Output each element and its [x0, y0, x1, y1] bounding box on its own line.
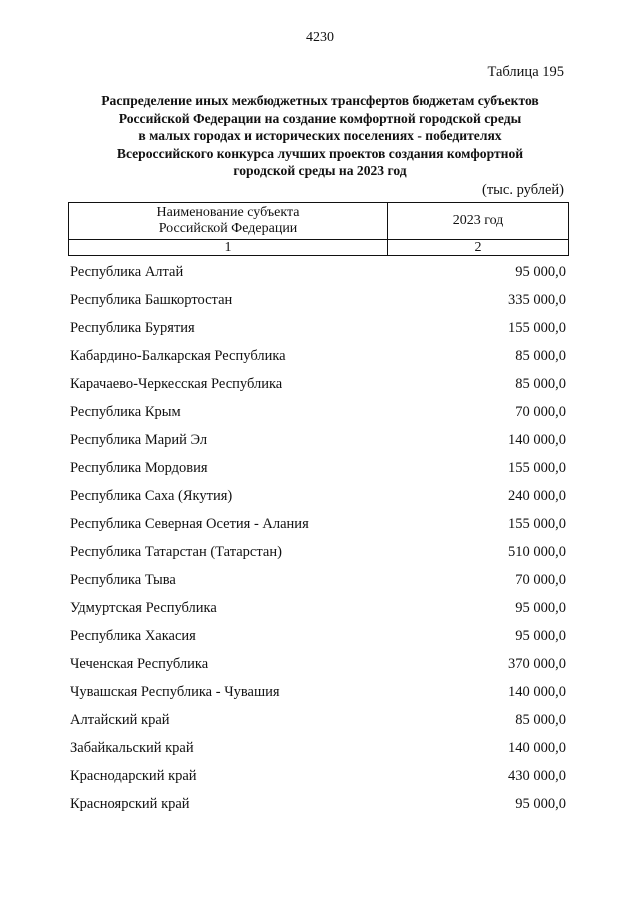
subject-name: Карачаево-Черкесская Республика	[70, 376, 283, 392]
table-row	[70, 738, 566, 766]
subject-name: Краснодарский край	[70, 768, 197, 784]
page-number: 4230	[306, 30, 334, 45]
table-row	[70, 346, 566, 374]
amount-value: 95 000,0	[515, 628, 566, 644]
amount-value: 510 000,0	[508, 544, 566, 560]
subject-name: Республика Татарстан (Татарстан)	[70, 544, 282, 560]
amount-value: 155 000,0	[508, 516, 566, 532]
table-label: Таблица 195	[487, 64, 564, 80]
column-header-subject-line1: Наименование субъекта	[156, 205, 300, 220]
amount-value: 140 000,0	[508, 684, 566, 700]
table-row	[70, 626, 566, 654]
title-line: Всероссийского конкурса лучших проектов создания комфортной	[116, 145, 524, 161]
column-number-2: 2	[388, 240, 569, 256]
title-line: в малых городах и исторических поселениях - победителях	[138, 128, 502, 143]
amount-value: 85 000,0	[515, 376, 566, 392]
table-header	[68, 202, 569, 256]
amount-value: 70 000,0	[515, 572, 566, 588]
table-row	[70, 402, 566, 430]
table-row	[70, 654, 566, 682]
table-row	[70, 430, 566, 458]
amount-value: 240 000,0	[508, 488, 566, 504]
title-line: Российской Федерации на создание комфортной городской среды	[118, 110, 522, 126]
subject-name: Удмуртская Республика	[70, 600, 217, 616]
subject-name: Республика Бурятия	[70, 320, 195, 336]
subject-name: Забайкальский край	[70, 740, 194, 756]
subject-name: Республика Башкортостан	[70, 292, 233, 308]
subject-name: Республика Саха (Якутия)	[70, 488, 233, 504]
units-label: (тыс. рублей)	[482, 182, 564, 198]
column-number-1: 1	[69, 240, 388, 256]
subject-name: Республика Крым	[70, 404, 181, 420]
amount-value: 335 000,0	[508, 292, 566, 308]
column-header-subject-line2: Российской Федерации	[158, 221, 298, 236]
table-row	[70, 486, 566, 514]
amount-value: 155 000,0	[508, 320, 566, 336]
amount-value: 370 000,0	[508, 656, 566, 672]
subject-name: Республика Алтай	[70, 264, 184, 280]
subject-name: Республика Марий Эл	[70, 432, 208, 448]
table-row	[70, 514, 566, 542]
subject-name: Республика Северная Осетия - Алания	[70, 516, 309, 532]
amount-value: 85 000,0	[515, 712, 566, 728]
amount-value: 85 000,0	[515, 348, 566, 364]
table-row	[70, 290, 566, 318]
subject-name: Республика Мордовия	[70, 460, 208, 476]
table-row	[70, 318, 566, 346]
subject-name: Чеченская Республика	[70, 656, 209, 672]
column-header-year: 2023 год	[388, 203, 569, 240]
column-header-subject	[69, 203, 388, 240]
document-title	[60, 92, 580, 180]
amount-value: 140 000,0	[508, 740, 566, 756]
table-row	[70, 542, 566, 570]
table-row	[70, 682, 566, 710]
subject-name: Алтайский край	[70, 712, 170, 728]
subject-name: Республика Хакасия	[70, 628, 196, 644]
table-row	[70, 710, 566, 738]
subject-name: Чувашская Республика - Чувашия	[70, 684, 280, 700]
amount-value: 140 000,0	[508, 432, 566, 448]
amount-value: 95 000,0	[515, 600, 566, 616]
title-line: Распределение иных межбюджетных трансфертов бюджетам субъектов	[101, 93, 539, 108]
amount-value: 70 000,0	[515, 404, 566, 420]
table-row	[70, 570, 566, 598]
amount-value: 95 000,0	[515, 264, 566, 280]
subject-name: Республика Тыва	[70, 572, 176, 588]
subject-name: Красноярский край	[70, 796, 190, 812]
table-row	[70, 794, 566, 822]
table-row	[70, 374, 566, 402]
table-row	[70, 598, 566, 626]
amount-value: 430 000,0	[508, 768, 566, 784]
table-body	[70, 262, 566, 822]
subject-name: Кабардино-Балкарская Республика	[70, 348, 286, 364]
table-row	[70, 766, 566, 794]
amount-value: 155 000,0	[508, 460, 566, 476]
table-row	[70, 458, 566, 486]
table-row	[70, 262, 566, 290]
amount-value: 95 000,0	[515, 796, 566, 812]
title-line: городской среды на 2023 год	[233, 163, 407, 178]
